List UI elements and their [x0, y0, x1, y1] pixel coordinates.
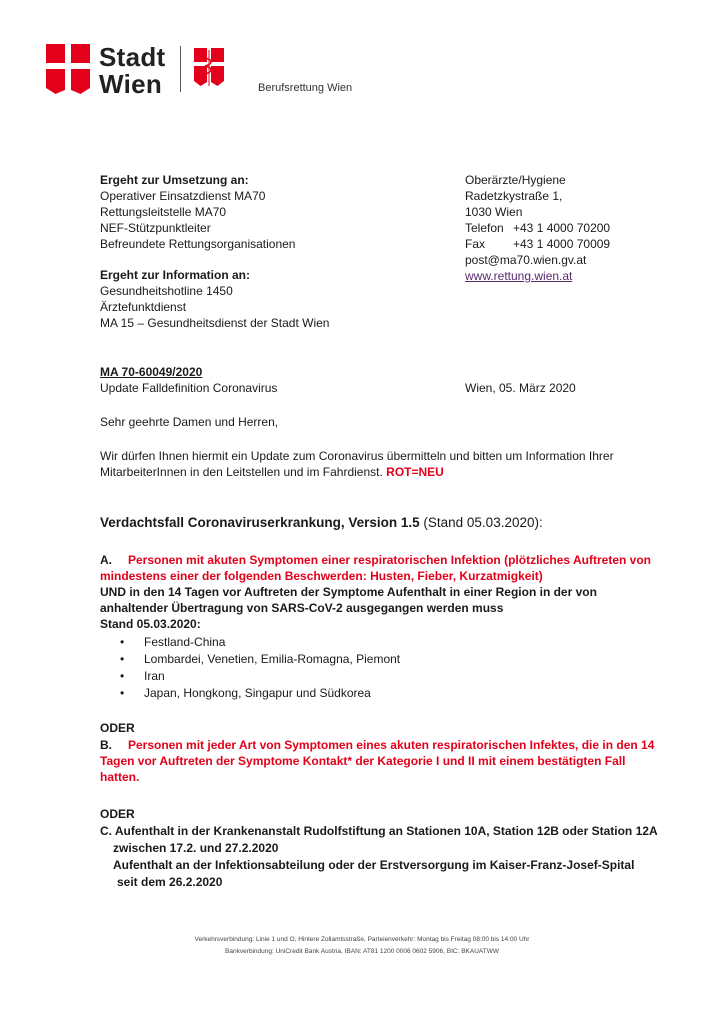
criterion-c-line-1: C. Aufenthalt in der Krankenanstalt Rudolfstiftung an Stationen 10A, Station 12B oder Station 12A — [100, 824, 658, 838]
brand-subtitle: Berufsrettung Wien — [258, 82, 353, 94]
sender-line: Oberärzte/Hygiene — [465, 173, 566, 187]
brand-line-1: Stadt — [99, 42, 166, 72]
place-date: Wien, 05. März 2020 — [465, 381, 576, 395]
recipient-line: Rettungsleitstelle MA70 — [100, 205, 227, 219]
criterion-a-label: A. — [100, 553, 112, 567]
fax-label: Fax — [465, 237, 486, 251]
case-definition-title — [100, 514, 543, 532]
criterion-a-line — [100, 552, 651, 568]
criterion-c-line-3: Aufenthalt an der Infektionsabteilung oder der Erstversorgung im Kaiser-Franz-Josef-Spital — [113, 858, 635, 872]
body-line — [100, 464, 444, 480]
footer-transport: Verkehrsverbindung: Linie 1 und O, Hintere Zollamtsstraße, Parteienverkehr: Montag bis Freitag 08:00 bis 14:00 Uhr — [194, 936, 530, 943]
website-link[interactable]: www.rettung.wien.at — [465, 269, 573, 283]
vienna-coat-of-arms-icon — [46, 44, 90, 94]
recipient-line: Operativer Einsatzdienst MA70 — [100, 189, 266, 203]
email-address: post@ma70.wien.gv.at — [465, 253, 587, 267]
red-new-legend: ROT=NEU — [386, 465, 444, 479]
bullet-icon: • — [120, 652, 125, 666]
salutation: Sehr geehrte Damen und Herren, — [100, 415, 279, 429]
bullet-icon: • — [120, 669, 125, 683]
criterion-b-line — [100, 737, 654, 753]
logo-divider — [180, 46, 181, 92]
recipient-line: Befreundete Rettungsorganisationen — [100, 237, 296, 251]
rescue-shield-icon — [194, 48, 224, 88]
reference-subject: Update Falldefinition Coronavirus — [100, 381, 278, 395]
body-line-text: MitarbeiterInnen in den Leitstellen und im Fahrdienst. — [100, 465, 383, 479]
criterion-b-red-2: Tagen vor Auftreten der Symptome Kontakt* der Kategorie I und II mit einem bestätigten Fall — [100, 754, 626, 768]
fax-number: +43 1 4000 70009 — [513, 237, 611, 251]
brand-line-2: Wien — [99, 69, 163, 99]
recipient-line: NEF-Stützpunktleiter — [100, 221, 211, 235]
or-separator: ODER — [100, 721, 135, 735]
region-name: Festland-China — [144, 635, 226, 649]
recipients-info-heading: Ergeht zur Information an: — [100, 268, 250, 282]
recipient-info-line: MA 15 – Gesundheitsdienst der Stadt Wien — [100, 316, 330, 330]
recipient-info-line: Ärztefunktdienst — [100, 300, 187, 314]
criterion-c-line-2: zwischen 17.2. und 27.2.2020 — [113, 841, 279, 855]
criterion-b-red-1: Personen mit jeder Art von Symptomen eines akuten respiratorischen Infektes, die in den 14 — [128, 738, 655, 752]
sender-line: Radetzkystraße 1, — [465, 189, 563, 203]
criterion-a-stand: Stand 05.03.2020: — [100, 617, 201, 631]
criterion-a-red-2: mindestens einer der folgenden Beschwerden: Husten, Fieber, Kurzatmigkeit) — [100, 569, 543, 583]
case-title-stand: (Stand 05.03.2020): — [423, 515, 543, 530]
region-name: Japan, Hongkong, Singapur und Südkorea — [144, 686, 371, 700]
criterion-a-red-1: Personen mit akuten Symptomen einer respiratorischen Infektion (plötzliches Auftreten von — [128, 553, 651, 567]
criterion-b-red-3: hatten. — [100, 770, 140, 784]
criterion-c-line-4: seit dem 26.2.2020 — [117, 875, 223, 889]
recipient-info-line: Gesundheitshotline 1450 — [100, 284, 233, 298]
reference-number: MA 70-60049/2020 — [100, 365, 203, 379]
criterion-a-line-4: anhaltender Übertragung von SARS-CoV-2 ausgegangen werden muss — [100, 601, 504, 615]
criterion-b-label: B. — [100, 738, 112, 752]
recipients-impl-heading: Ergeht zur Umsetzung an: — [100, 173, 249, 187]
region-name: Iran — [144, 669, 165, 683]
phone-label: Telefon — [465, 221, 504, 235]
criterion-a-line-3: UND in den 14 Tagen vor Auftreten der Symptome Aufenthalt in einer Region in der von — [100, 585, 597, 599]
region-name: Lombardei, Venetien, Emilia-Romagna, Piemont — [144, 652, 401, 666]
phone-number: +43 1 4000 70200 — [513, 221, 611, 235]
stadt-wien-logo — [46, 44, 366, 104]
case-title: Verdachtsfall Coronaviruserkrankung, Version 1.5 — [100, 515, 420, 530]
body-line: Wir dürfen Ihnen hiermit ein Update zum Coronavirus übermitteln und bitten um Information Ihrer — [100, 449, 614, 463]
bullet-icon: • — [120, 635, 125, 649]
sender-line: 1030 Wien — [465, 205, 523, 219]
footer-bank: Bankverbindung: UniCredit Bank Austria, IBAN: AT81 1200 0006 0602 5906, BIC: BKAUATWW — [225, 948, 499, 955]
bullet-icon: • — [120, 686, 125, 700]
or-separator: ODER — [100, 807, 135, 821]
